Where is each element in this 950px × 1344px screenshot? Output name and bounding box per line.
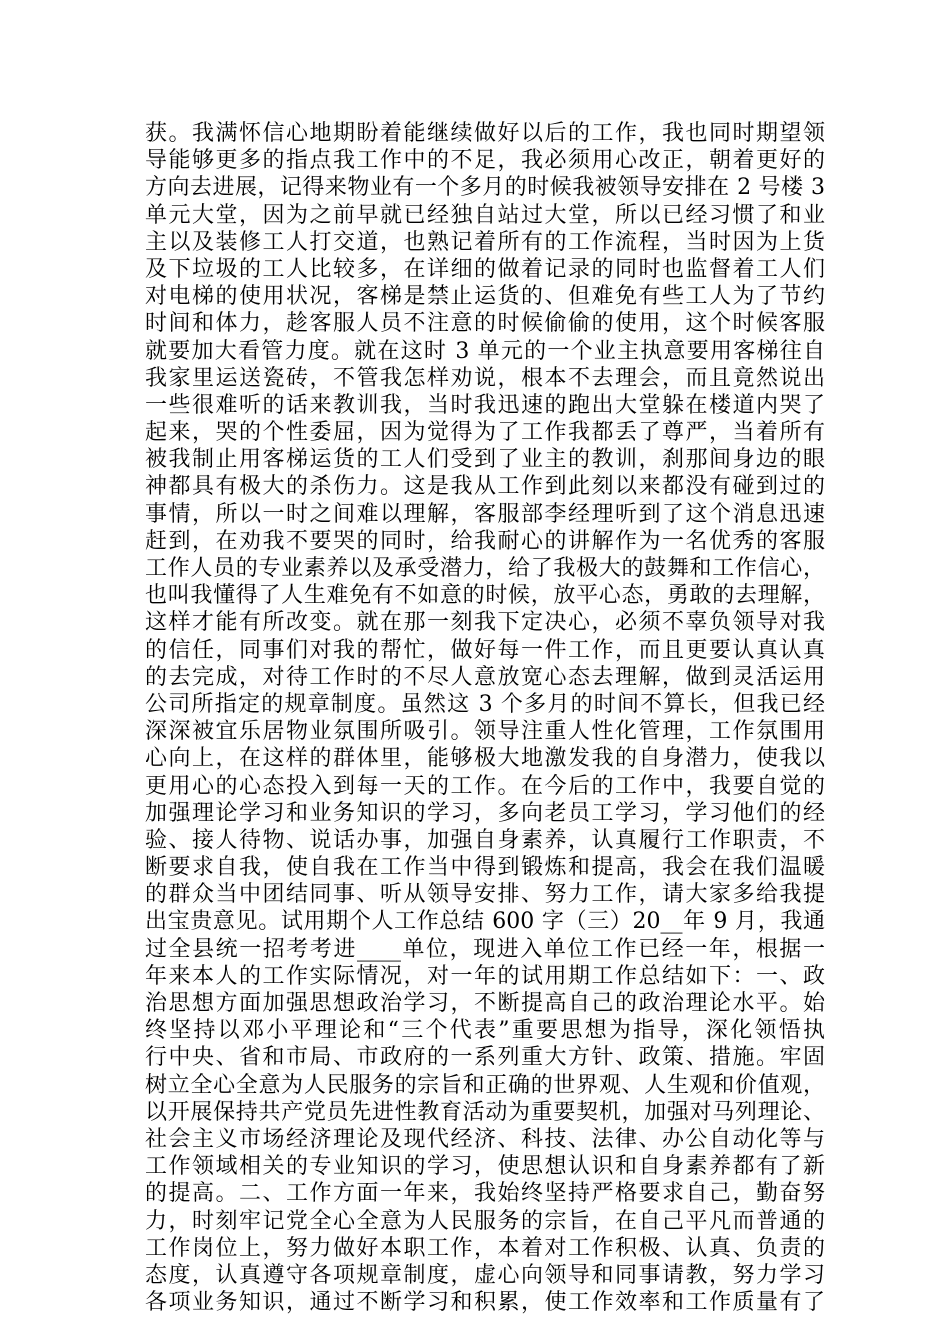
text-line: 的去完成，对待工作时的不尽人意放宽心态去理解，做到灵活运用 [145, 664, 825, 690]
text-line: 公司所指定的规章制度。虽然这 3 个多月的时间不算长，但我已经 [145, 691, 825, 717]
text-line: 各项业务知识，通过不断学习和积累，使工作效率和工作质量有了 [145, 1290, 825, 1316]
text-line: 治思想方面加强思想政治学习，不断提高自己的政治理论水平。始 [145, 991, 825, 1016]
text-line: 工作人员的专业素养以及承受潜力，给了我极大的鼓舞和工作信心， [145, 556, 825, 581]
text-line: 这样才能有所改变。就在那一刻我下定决心，必须不辜负领导对我 [145, 610, 825, 636]
text-line: 赶到，在劝我不要哭的同时，给我耐心的讲解作为一名优秀的客服 [145, 528, 825, 554]
text-line: 也叫我懂得了人生难免有不如意的时候，放平心态，勇敢的去理解， [145, 583, 825, 609]
text-line: 更用心的心态投入到每一天的工作。在今后的工作中，我要自觉的 [145, 773, 825, 799]
text-line: 年来本人的工作实际情况，对一年的试用期工作总结如下：一、政 [145, 963, 825, 989]
text-line: 以开展保持共产党员先进性教育活动为重要契机，加强对马列理论、 [145, 1099, 825, 1125]
text-line: 对电梯的使用状况，客梯是禁止运货的、但难免有些工人为了节约 [145, 284, 825, 310]
body-text [145, 120, 825, 1316]
text-line: 方向去进展，记得来物业有一个多月的时候我被领导安排在 2 号楼 3 [145, 175, 825, 201]
text-line: 深深被宜乐居物业氛围所吸引。领导注重人性化管理，工作氛围用 [145, 719, 825, 745]
text-line: 就要加大看管力度。就在这时 3 单元的一个业主执意要用客梯往自 [145, 338, 825, 364]
text-line: 过全县统一招考考进____单位，现进入单位工作已经一年，根据一 [145, 936, 825, 962]
text-line: 验、接人待物、说话办事，加强自身素养，认真履行工作职责，不 [145, 827, 825, 853]
text-line: 主以及装修工人打交道，也熟记着所有的工作流程，当时因为上货 [145, 229, 825, 255]
text-line: 力，时刻牢记党全心全意为人民服务的宗旨，在自己平凡而普通的 [145, 1208, 825, 1234]
text-line: 树立全心全意为人民服务的宗旨和正确的世界观、人生观和价值观， [145, 1072, 825, 1098]
text-line: 及下垃圾的工人比较多，在详细的做着记录的同时也监督着工人们 [145, 256, 825, 282]
text-line: 起来，哭的个性委屈，因为觉得为了工作我都丢了尊严，当着所有 [145, 420, 825, 446]
text-line: 的信任，同事们对我的帮忙，做好每一件工作，而且更要认真认真 [145, 637, 825, 663]
text-line: 时间和体力，趁客服人员不注意的时候偷偷的使用，这个时候客服 [145, 311, 825, 337]
text-line: 神都具有极大的杀伤力。这是我从工作到此刻以来都没有碰到过的 [145, 474, 825, 500]
text-line: 我家里运送瓷砖，不管我怎样劝说，根本不去理会，而且竟然说出 [145, 365, 825, 391]
text-line: 心向上，在这样的群体里，能够极大地激发我的自身潜力，使我以 [145, 746, 825, 772]
text-line: 获。我满怀信心地期盼着能继续做好以后的工作，我也同时期望领 [145, 121, 825, 146]
text-line: 行中央、省和市局、市政府的一系列重大方针、政策、措施。牢固 [145, 1045, 825, 1071]
text-line: 工作岗位上，努力做好本职工作，本着对工作积极、认真、负责的 [145, 1235, 825, 1261]
text-line: 工作领域相关的专业知识的学习，使思想认识和自身素养都有了新 [145, 1154, 825, 1180]
text-line: 态度，认真遵守各项规章制度，虚心向领导和同事请教，努力学习 [145, 1262, 825, 1288]
text-line: 终坚持以邓小平理论和“三个代表”重要思想为指导，深化领悟执 [145, 1018, 825, 1044]
text-line: 单元大堂，因为之前早就已经独自站过大堂，所以已经习惯了和业 [145, 202, 825, 228]
text-line: 的群众当中团结同事、听从领导安排、努力工作，请大家多给我提 [145, 882, 825, 908]
text-line: 一些很难听的话来教训我，当时我迅速的跑出大堂躲在楼道内哭了 [145, 392, 825, 418]
text-line: 断要求自我，使自我在工作当中得到锻炼和提高，我会在我们温暖 [145, 855, 825, 881]
text-line: 的提高。二、工作方面一年来，我始终坚持严格要求自己，勤奋努 [145, 1181, 825, 1207]
text-line: 加强理论学习和业务知识的学习，多向老员工学习，学习他们的经 [145, 800, 825, 826]
text-line: 社会主义市场经济理论及现代经济、科技、法律、办公自动化等与 [145, 1126, 825, 1152]
text-line: 事情，所以一时之间难以理解，客服部李经理听到了这个消息迅速 [145, 501, 825, 527]
text-line: 导能够更多的指点我工作中的不足，我必须用心改正，朝着更好的 [145, 148, 825, 174]
text-line: 出宝贵意见。试用期个人工作总结 600 字（三）20__年 9 月，我通 [145, 909, 825, 935]
text-line: 被我制止用客梯运货的工人们受到了业主的教训，刹那间身边的眼 [145, 447, 825, 473]
